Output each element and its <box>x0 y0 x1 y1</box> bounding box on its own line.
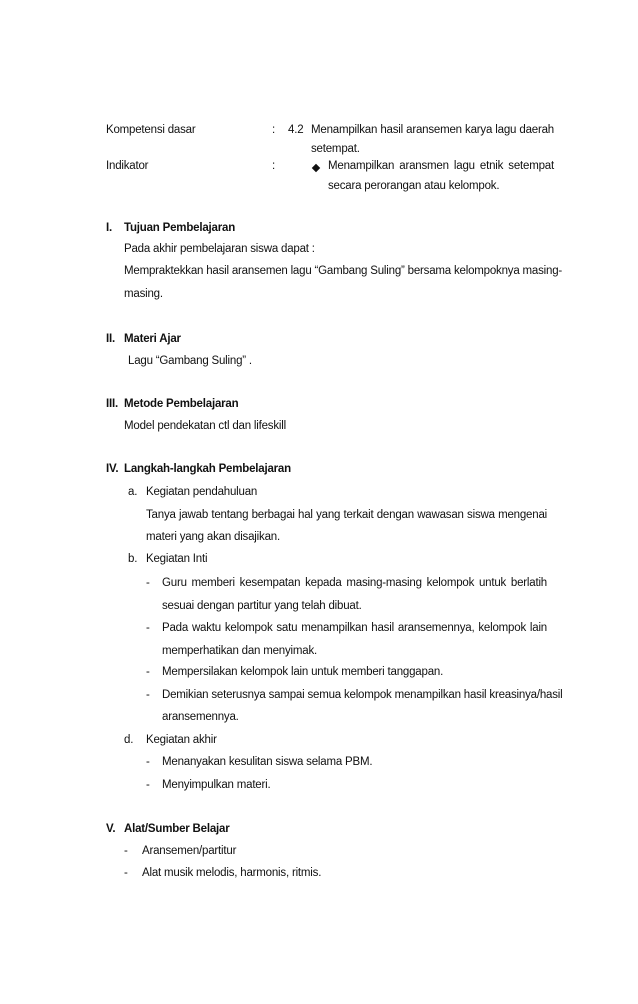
section1-title: Tujuan Pembelajaran <box>124 222 236 234</box>
ind-colon: : <box>272 160 275 172</box>
section3-number: III. <box>106 398 118 410</box>
kd-label: Kompetensi dasar <box>106 124 196 136</box>
step-a-line2: materi yang akan disajikan. <box>146 531 280 543</box>
section1-line1: Pada akhir pembelajaran siswa dapat : <box>124 243 315 255</box>
step-d-item1: Menanyakan kesulitan siswa selama PBM. <box>162 756 373 768</box>
section2-title: Materi Ajar <box>124 333 181 345</box>
section5-item1: Aransemen/partitur <box>142 845 237 857</box>
section4-number: IV. <box>106 463 119 475</box>
kd-text-line1: Menampilkan hasil aransemen karya lagu daerah <box>311 124 554 136</box>
step-b-title: Kegiatan Inti <box>146 553 208 565</box>
dash-bullet: - <box>146 756 150 768</box>
diamond-bullet-icon <box>312 164 320 172</box>
dash-bullet: - <box>146 666 150 678</box>
step-b-item2-line2: memperhatikan dan menyimak. <box>162 645 318 657</box>
step-a-label: a. <box>128 486 138 498</box>
section2-number: II. <box>106 333 115 345</box>
step-b-item1-line1: Guru memberi kesempatan kepada masing-masing kelompok untuk berlatih <box>162 577 547 589</box>
section5-number: V. <box>106 823 116 835</box>
section3-line1: Model pendekatan ctl dan lifeskill <box>124 420 286 432</box>
section3-title: Metode Pembelajaran <box>124 398 239 410</box>
dash-bullet: - <box>146 779 150 791</box>
section5-item2: Alat musik melodis, harmonis, ritmis. <box>142 867 322 879</box>
kd-number: 4.2 <box>288 124 304 136</box>
step-d-item2: Menyimpulkan materi. <box>162 779 271 791</box>
kd-text-line2: setempat. <box>311 143 360 155</box>
dash-bullet: - <box>146 689 150 701</box>
ind-text-line2: secara perorangan atau kelompok. <box>328 180 500 192</box>
step-d-label: d. <box>124 734 134 746</box>
ind-label: Indikator <box>106 160 149 172</box>
section2-line1: Lagu “Gambang Suling” . <box>128 355 252 367</box>
step-b-item1-line2: sesuai dengan partitur yang telah dibuat. <box>162 600 362 612</box>
step-b-label: b. <box>128 553 138 565</box>
section1-line3: masing. <box>124 288 163 300</box>
kd-colon: : <box>272 124 275 136</box>
step-b-item4-line1: Demikian seterusnya sampai semua kelompok menampilkan hasil kreasinya/hasil <box>162 689 563 701</box>
dash-bullet: - <box>124 867 128 879</box>
step-b-item2-line1: Pada waktu kelompok satu menampilkan hasil aransemennya, kelompok lain <box>162 622 547 634</box>
section1-line2: Mempraktekkan hasil aransemen lagu “Gambang Suling” bersama kelompoknya masing- <box>124 265 563 277</box>
step-d-title: Kegiatan akhir <box>146 734 217 746</box>
ind-text-line1: Menampilkan aransmen lagu etnik setempat <box>328 160 554 172</box>
section4-title: Langkah-langkah Pembelajaran <box>124 463 291 475</box>
step-b-item4-line2: aransemennya. <box>162 711 239 723</box>
section1-number: I. <box>106 222 112 234</box>
section5-title: Alat/Sumber Belajar <box>124 823 230 835</box>
step-a-line1: Tanya jawab tentang berbagai hal yang terkait dengan wawasan siswa mengenai <box>146 509 547 521</box>
dash-bullet: - <box>146 622 150 634</box>
dash-bullet: - <box>146 577 150 589</box>
step-a-title: Kegiatan pendahuluan <box>146 486 258 498</box>
dash-bullet: - <box>124 845 128 857</box>
step-b-item3-line1: Mempersilakan kelompok lain untuk memberi tanggapan. <box>162 666 444 678</box>
